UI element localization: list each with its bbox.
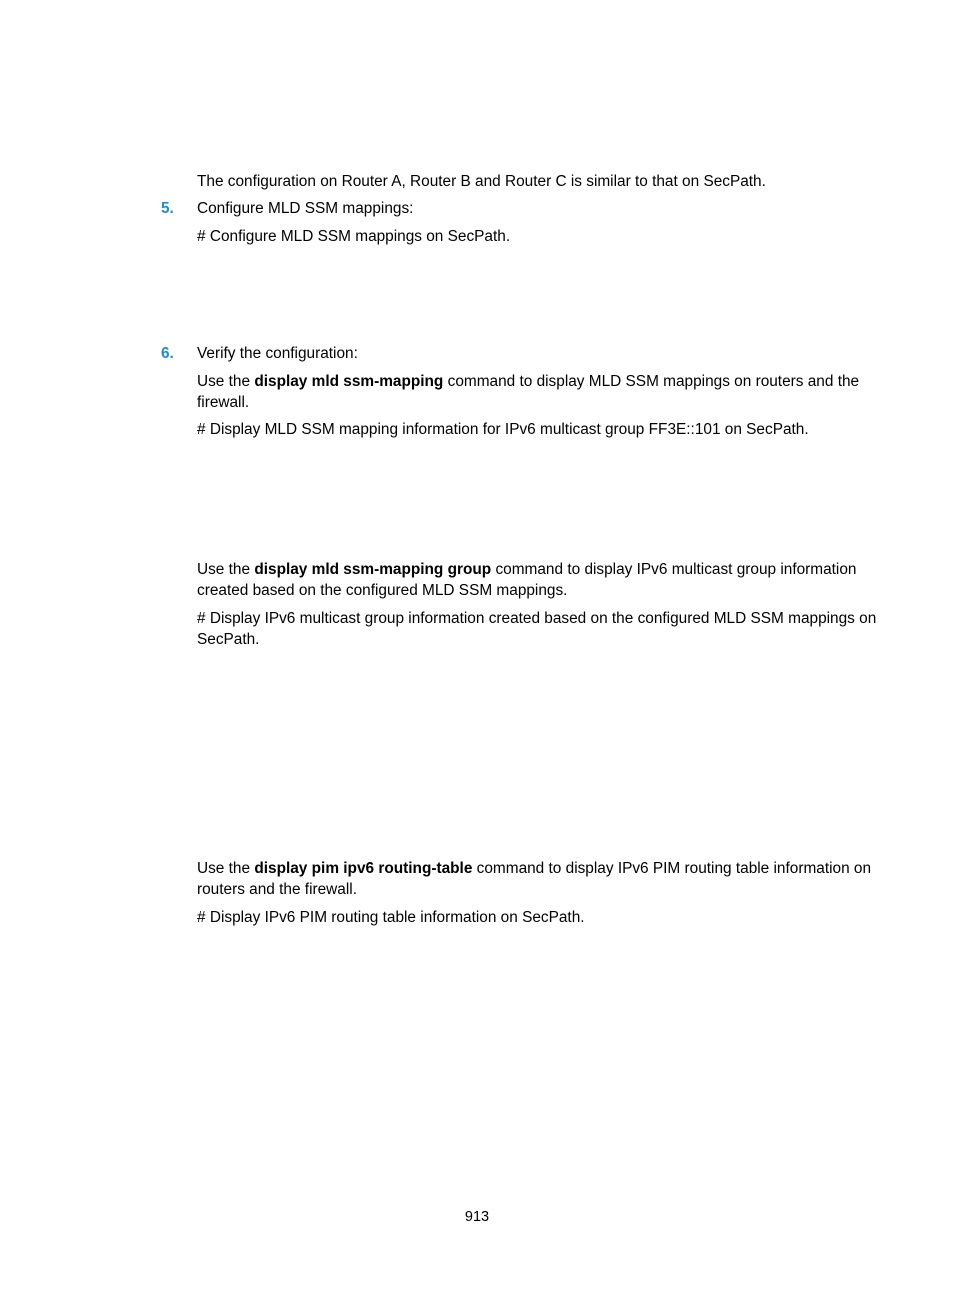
pim-command: display pim ipv6 routing-table [254, 860, 473, 877]
pim-pre: Use the [197, 860, 255, 877]
step-6-number: 6. [161, 345, 174, 362]
ssm-mapping-command: display mld ssm-mapping [254, 373, 444, 390]
pim-routing-table-comment: # Display IPv6 PIM routing table information on SecPath. [197, 909, 585, 926]
step-5-comment: # Configure MLD SSM mappings on SecPath. [197, 228, 511, 245]
step-5-title: Configure MLD SSM mappings: [197, 200, 414, 217]
pim-routing-table-paragraph [197, 858, 877, 900]
step-5-number: 5. [161, 200, 174, 217]
page-number: 913 [464, 1209, 490, 1225]
ssm-mapping-comment: # Display MLD SSM mapping information for IPv6 multicast group FF3E::101 on SecPath. [197, 421, 809, 438]
intro-paragraph: The configuration on Router A, Router B and Router C is similar to that on SecPath. [197, 173, 766, 190]
ssm-mapping-group-paragraph [197, 559, 877, 601]
ssm-group-post: command to display IPv6 multicast group information created based on the configured MLD SSM mappings. [197, 561, 857, 599]
ssm-mapping-pre: Use the [197, 373, 255, 390]
step-6-title: Verify the configuration: [197, 345, 358, 362]
ssm-mapping-post: command to display MLD SSM mappings on routers and the firewall. [197, 373, 860, 411]
ssm-mapping-paragraph [197, 371, 877, 413]
ssm-mapping-group-comment: # Display IPv6 multicast group information created based on the configured MLD SSM mappings on SecPath. [197, 610, 877, 648]
pim-post: command to display IPv6 PIM routing table information on routers and the firewall. [197, 860, 872, 898]
ssm-group-command: display mld ssm-mapping group [254, 561, 492, 578]
ssm-group-pre: Use the [197, 561, 255, 578]
